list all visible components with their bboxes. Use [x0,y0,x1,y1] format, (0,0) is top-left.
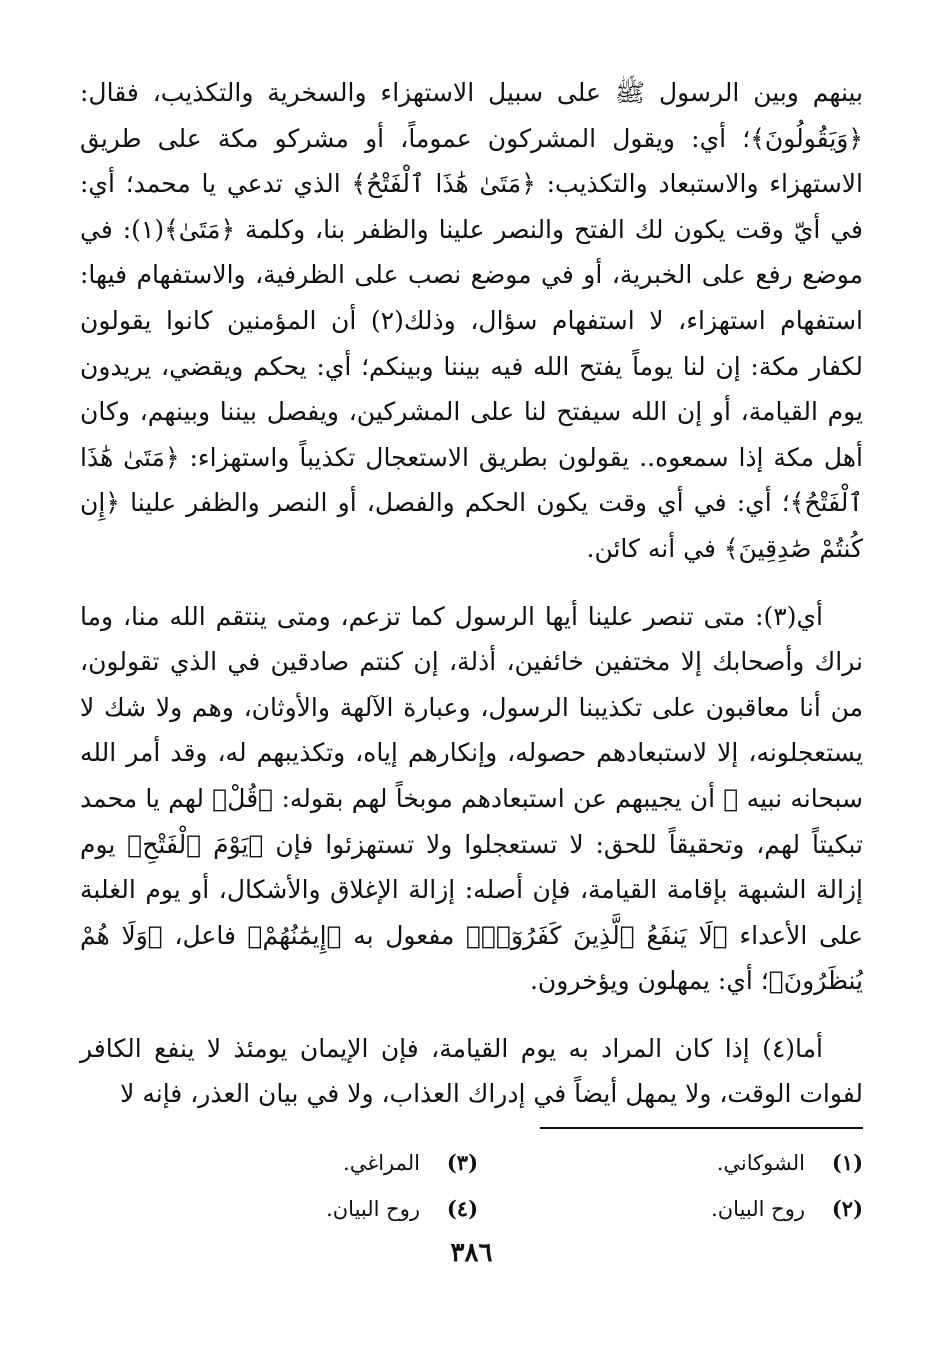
footnote-item [93,1186,478,1232]
footnote-divider [540,1127,863,1129]
footnote-number: (١) [831,1150,863,1175]
paragraph-3: أما(٤) إذا كان المراد به يوم القيامة، فإن الإيمان يومئذ لا ينفع الكافر لفوات الوقت، ولا يمهل أيضاً في إدراك العذاب، ولا في بيان العذر، فإنه لا [80,1033,863,1109]
footnote-row [80,1186,863,1232]
footnote-item [478,1140,863,1186]
footnote-item [478,1186,863,1232]
footnote-row [80,1140,863,1186]
footnote-text: المراغي. [343,1151,420,1175]
footnote-text: روح البيان. [711,1197,805,1221]
page-number: ٣٨٦ [450,1238,493,1268]
footnote-number: (٣) [446,1150,478,1175]
paragraph-1: بينهم وبين الرسول ﷺ على سبيل الاستهزاء والسخرية والتكذيب، فقال: ﴿وَيَقُولُونَ﴾؛ أي: ويقول المشركون عموماً، أو مشركو مكة على طريق الاستهزاء والاستبعاد والتكذيب: ﴿مَتَىٰ هَٰذَا ٱلْفَتْحُ﴾ الذي تدعي يا محمد؛ أي: في أيّ وقت يكون لك الفتح والنصر علينا والظفر بنا، وكلمة ﴿مَتَىٰ﴾(١): في موضع رفع على الخبرية، أو في موضع نصب على الظرفية، والاستفهام فيها: استفهام استهزاء، لا استفهام سؤال، وذلك(٢) أن المؤمنين كانوا يقولون لكفار مكة: إن لنا يوماً يفتح الله فيه بيننا وبينكم؛ أي: يحكم ويقضي، يريدون يوم القيامة، أو إن الله سيفتح لنا على المشركين، ويفصل بيننا وبينهم، وكان أهل مكة إذا سمعوه.. يقولون بطريق الاستعجال تكذيباً واستهزاء: ﴿مَتَىٰ هَٰذَا ٱلْفَتْحُ﴾؛ أي: في أي وقت يكون الحكم والفصل، أو النصر والظفر علينا ﴿إِن كُنتُمْ صَٰدِقِينَ﴾ في أنه كائن. [80,78,863,563]
footnote-number: (٢) [831,1196,863,1221]
paragraph-2: أي(٣): متى تنصر علينا أيها الرسول كما تزعم، ومتى ينتقم الله منا، وما نراك وأصحابك إلا مختفين خائفين، أذلة، إن كنتم صادقين في الذي تقولون، من أنا معاقبون على تكذيبنا الرسول، وعبارة الآلهة والأوثان، وهم ولا شك لا يستعجلونه، إلا لاستبعادهم حصوله، وإنكارهم إياه، وتكذيبهم له، وقد أمر الله سبحانه نبيه ﷺ أن يجيبهم عن استبعادهم موبخاً لهم بقوله: ﴿قُلْ﴾ لهم يا محمد تبكيتاً لهم، وتحقيقاً للحق: لا تستعجلوا ولا تستهزئوا فإن ﴿يَوْمَ ٱلْفَتْحِ﴾ يوم إزالة الشبهة بإقامة القيامة، فإن أصله: إزالة الإغلاق والأشكال، أو يوم الغلبة على الأعداء ﴿لَا يَنفَعُ ٱلَّذِينَ كَفَرُوٓا۟﴾ مفعول به ﴿إِيمَٰنُهُمْ﴾ فاعل، ﴿وَلَا هُمْ يُنظَرُونَ﴾؛ أي: يمهلون ويؤخرون. [80,601,863,996]
footnote-text: روح البيان. [326,1197,420,1221]
footnotes [80,1140,863,1232]
body-text [80,70,863,1117]
footnote-number: (٤) [446,1196,478,1221]
footnote-item [93,1140,478,1186]
footnote-text: الشوكاني. [716,1151,805,1175]
